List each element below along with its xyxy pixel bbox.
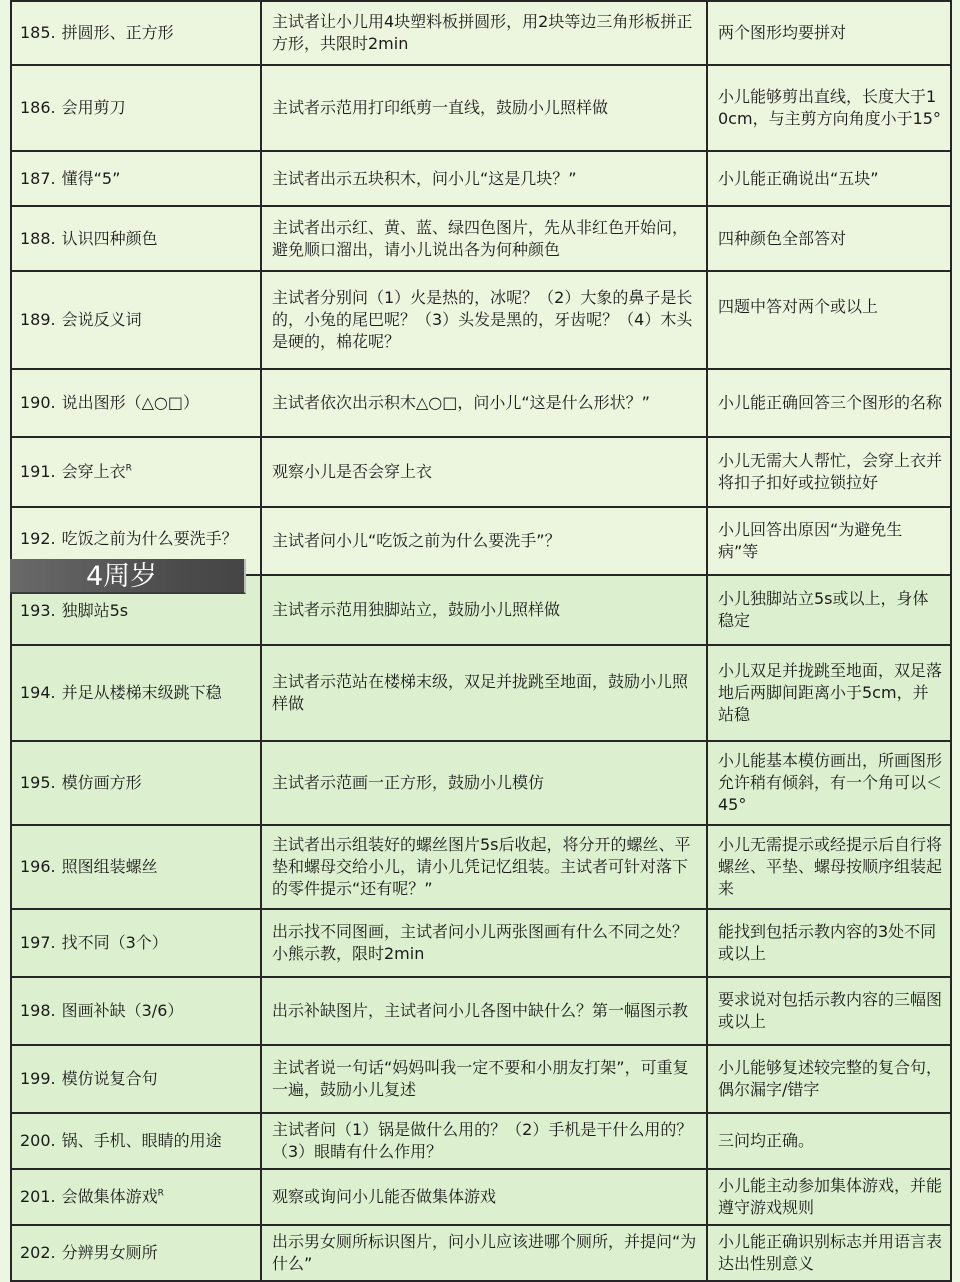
item-name-cell xyxy=(11,977,261,1045)
item-name: 模仿说复合句 xyxy=(61,1069,158,1088)
method-cell: 主试者出示五块积木，问小儿“这是几块？” xyxy=(261,151,707,206)
item-number: 188. xyxy=(20,228,56,248)
criteria-cell: 小儿能够剪出直线，长度大于10cm，与主剪方向角度小于15° xyxy=(707,65,951,151)
item-number: 192. xyxy=(20,529,56,548)
item-name: 认识四种颜色 xyxy=(61,228,158,248)
criteria-cell: 两个图形均要拼对 xyxy=(707,1,951,65)
table-row xyxy=(11,1045,951,1113)
criteria-cell: 四题中答对两个或以上 xyxy=(707,271,951,369)
table-row xyxy=(11,1,951,65)
age-section-label: 4周岁 xyxy=(86,561,158,592)
method-cell: 主试者问小儿“吃饭之前为什么要洗手”？ xyxy=(261,507,707,575)
method-cell: 主试者示范用独脚站立，鼓励小儿照样做 xyxy=(261,575,707,645)
item-name-cell xyxy=(11,1045,261,1113)
item-number: 202. xyxy=(20,1243,56,1262)
item-number: 197. xyxy=(20,933,56,952)
item-name: 会用剪刀 xyxy=(61,98,126,117)
item-name-cell xyxy=(11,369,261,437)
criteria-cell: 三问均正确。 xyxy=(707,1113,951,1169)
item-name-cell xyxy=(11,1,261,65)
item-number: 194. xyxy=(20,683,56,702)
item-name-cell xyxy=(11,271,261,369)
item-number: 200. xyxy=(20,1131,56,1150)
criteria-cell: 小儿双足并拢跳至地面，双足落地后两脚间距离小于5cm，并站稳 xyxy=(707,645,951,741)
table-row xyxy=(11,1113,951,1169)
item-number: 185. xyxy=(20,23,56,42)
criteria-cell: 小儿无需大人帮忙，会穿上衣并将扣子扣好或拉锁拉好 xyxy=(707,437,951,507)
criteria-cell: 四种颜色全部答对 xyxy=(707,206,951,271)
item-number: 187. xyxy=(20,168,56,188)
item-name-cell xyxy=(11,909,261,977)
item-number: 198. xyxy=(20,1001,56,1020)
item-name: 图画补缺（3/6） xyxy=(61,1001,184,1020)
item-name: 分辨男女厕所 xyxy=(61,1243,158,1262)
table-row xyxy=(11,151,951,206)
criteria-cell: 小儿能正确回答三个图形的名称 xyxy=(707,369,951,437)
item-number: 191. xyxy=(20,462,56,481)
item-number: 189. xyxy=(20,310,56,329)
item-name: 拼圆形、正方形 xyxy=(61,23,174,42)
item-name-cell xyxy=(11,741,261,825)
item-name-cell xyxy=(11,1113,261,1169)
table-row xyxy=(11,437,951,507)
criteria-cell: 小儿能主动参加集体游戏，并能遵守游戏规则 xyxy=(707,1169,951,1225)
item-name: 模仿画方形 xyxy=(61,773,142,792)
method-cell: 主试者依次出示积木△○□，问小儿“这是什么形状？” xyxy=(261,369,707,437)
item-name: 会做集体游戏 xyxy=(61,1187,158,1206)
item-name: 懂得“5” xyxy=(61,168,121,188)
criteria-cell: 要求说对包括示教内容的三幅图或以上 xyxy=(707,977,951,1045)
method-cell: 主试者出示红、黄、蓝、绿四色图片，先从非红色开始问，避免顺口溜出，请小儿说出各为何种颜色 xyxy=(261,206,707,271)
method-cell: 主试者示范站在楼梯末级，双足并拢跳至地面，鼓励小儿照样做 xyxy=(261,645,707,741)
method-cell: 出示找不同图画，主试者问小儿两张图画有什么不同之处？小熊示教，限时2min xyxy=(261,909,707,977)
assessment-table xyxy=(10,0,952,1282)
method-cell: 出示男女厕所标识图片，问小儿应该进哪个厕所，并提问“为什么” xyxy=(261,1225,707,1281)
table-row xyxy=(11,1225,951,1281)
item-name: 会说反义词 xyxy=(61,310,142,329)
method-cell: 观察小儿是否会穿上衣 xyxy=(261,437,707,507)
item-number: 195. xyxy=(20,773,56,792)
item-name: 会穿上衣 xyxy=(61,462,126,481)
item-number: 201. xyxy=(20,1187,56,1206)
method-cell: 观察或询问小儿能否做集体游戏 xyxy=(261,1169,707,1225)
table-row xyxy=(11,741,951,825)
item-superscript: R xyxy=(125,463,132,474)
table-row xyxy=(11,1169,951,1225)
criteria-cell: 能找到包括示教内容的3处不同或以上 xyxy=(707,909,951,977)
item-name: 吃饭之前为什么要洗手？ xyxy=(61,529,238,548)
method-cell: 主试者让小儿用4块塑料板拼圆形，用2块等边三角形板拼正方形，共限时2min xyxy=(261,1,707,65)
table-row xyxy=(11,645,951,741)
method-cell: 主试者示范画一正方形，鼓励小儿模仿 xyxy=(261,741,707,825)
method-cell: 出示补缺图片，主试者问小儿各图中缺什么？第一幅图示教 xyxy=(261,977,707,1045)
method-cell: 主试者说一句话“妈妈叫我一定不要和小朋友打架”，可重复一遍，鼓励小儿复述 xyxy=(261,1045,707,1113)
item-name: 找不同（3个） xyxy=(61,933,168,952)
criteria-cell: 小儿回答出原因“为避免生病”等 xyxy=(707,507,951,575)
item-name: 并足从楼梯末级跳下稳 xyxy=(61,683,222,702)
criteria-cell: 小儿能正确识别标志并用语言表达出性别意义 xyxy=(707,1225,951,1281)
criteria-cell: 小儿能够复述较完整的复合句，偶尔漏字/错字 xyxy=(707,1045,951,1113)
table-row xyxy=(11,825,951,909)
table-row xyxy=(11,909,951,977)
item-name: 说出图形（△○□） xyxy=(61,393,200,412)
item-name-cell xyxy=(11,151,261,206)
table-row xyxy=(11,271,951,369)
item-name-cell xyxy=(11,645,261,741)
age-section-banner xyxy=(10,559,246,594)
item-name-cell xyxy=(11,825,261,909)
item-name: 独脚站5s xyxy=(61,601,129,620)
method-cell: 主试者分别问（1）火是热的，冰呢？（2）大象的鼻子是长的，小兔的尾巴呢？（3）头发是黑的，牙齿呢？（4）木头是硬的，棉花呢？ xyxy=(261,271,707,369)
item-name-cell xyxy=(11,437,261,507)
item-name-cell xyxy=(11,1169,261,1225)
table-row xyxy=(11,65,951,151)
item-superscript: R xyxy=(157,1188,164,1199)
method-cell: 主试者问（1）锅是做什么用的？（2）手机是干什么用的？（3）眼睛有什么作用？ xyxy=(261,1113,707,1169)
criteria-cell: 小儿能基本模仿画出，所画图形允许稍有倾斜，有一个角可以＜45° xyxy=(707,741,951,825)
criteria-cell: 小儿独脚站立5s或以上，身体稳定 xyxy=(707,575,951,645)
table-row xyxy=(11,977,951,1045)
item-number: 196. xyxy=(20,857,56,876)
item-number: 199. xyxy=(20,1069,56,1088)
item-name-cell xyxy=(11,206,261,271)
criteria-cell: 小儿能正确说出“五块” xyxy=(707,151,951,206)
item-number: 193. xyxy=(20,601,56,620)
table-row xyxy=(11,206,951,271)
item-name: 锅、手机、眼睛的用途 xyxy=(61,1131,222,1150)
item-name: 照图组装螺丝 xyxy=(61,857,158,876)
method-cell: 主试者出示组装好的螺丝图片5s后收起，将分开的螺丝、平垫和螺母交给小儿，请小儿凭记忆组装。主试者可针对落下的零件提示“还有呢？” xyxy=(261,825,707,909)
item-number: 190. xyxy=(20,393,56,412)
item-name-cell xyxy=(11,65,261,151)
item-name-cell xyxy=(11,1225,261,1281)
method-cell: 主试者示范用打印纸剪一直线，鼓励小儿照样做 xyxy=(261,65,707,151)
item-number: 186. xyxy=(20,98,56,117)
table-row xyxy=(11,369,951,437)
criteria-cell: 小儿无需提示或经提示后自行将螺丝、平垫、螺母按顺序组装起来 xyxy=(707,825,951,909)
